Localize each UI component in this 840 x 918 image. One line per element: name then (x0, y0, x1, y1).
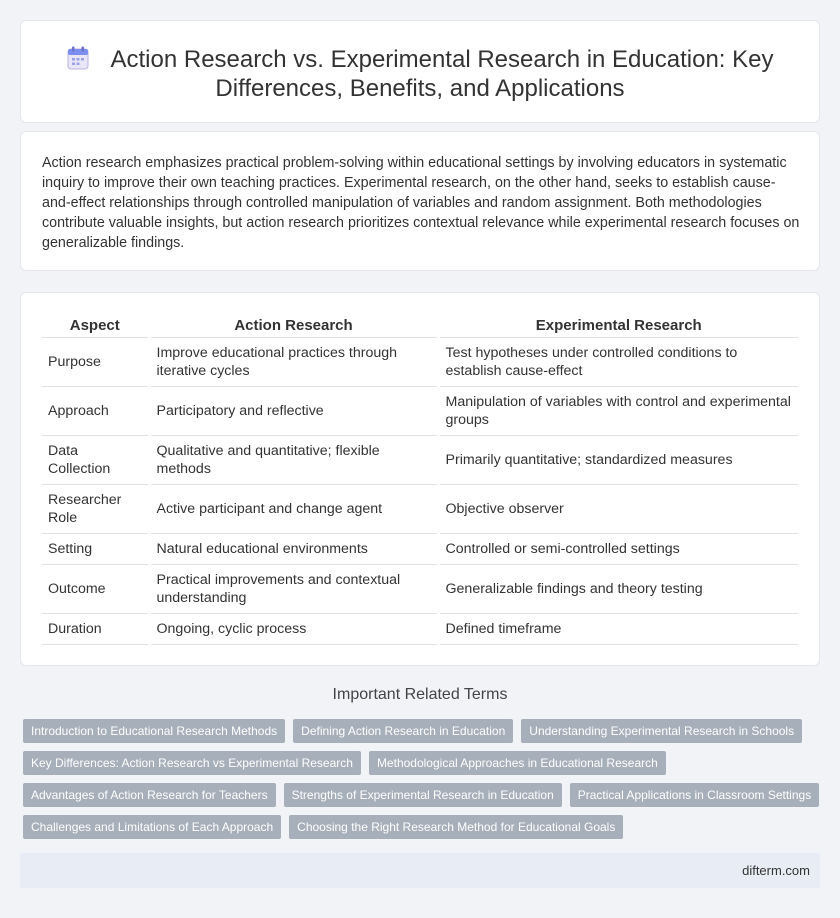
table-cell: Duration (42, 613, 149, 644)
table-cell: Controlled or semi-controlled settings (438, 533, 798, 564)
table-cell: Test hypotheses under controlled conditions to establish cause-effect (438, 337, 798, 386)
intro-paragraph: Action research emphasizes practical problem-solving within educational settings by involving educators in systematic inquiry to improve their own teaching practices. Experimental research, on the other hand, seeks to establish cause-and-effect relationships through controlled manipulation of variables and random assignment. Both methodologies contribute valuable insights, but action research prioritizes contextual relevance while experimental research focuses on generalizable findings. (42, 155, 800, 251)
table-cell: Researcher Role (42, 484, 149, 533)
table-cell: Setting (42, 533, 149, 564)
table-cell: Generalizable findings and theory testing (438, 564, 798, 613)
header-aspect: Aspect (42, 310, 149, 337)
table-row (42, 613, 798, 644)
page-title (21, 45, 819, 103)
table-row (42, 533, 798, 564)
page-title-text: Action Research vs. Experimental Research in Education: Key Differences, Benefits, and Applications (110, 46, 774, 102)
header-experimental-research: Experimental Research (438, 310, 798, 337)
related-terms-list (23, 719, 823, 839)
table-cell: Manipulation of variables with control and experimental groups (438, 386, 798, 435)
title-card (20, 20, 820, 123)
related-term-tag[interactable]: Practical Applications in Classroom Settings (570, 783, 819, 807)
document-icon (67, 46, 89, 70)
table-row (42, 337, 798, 386)
table-cell: Improve educational practices through iterative cycles (149, 337, 438, 386)
related-terms-title: Important Related Terms (332, 686, 508, 703)
table-cell: Practical improvements and contextual understanding (149, 564, 438, 613)
table-cell: Primarily quantitative; standardized measures (438, 435, 798, 484)
related-term-tag[interactable]: Defining Action Research in Education (293, 719, 513, 743)
table-cell: Outcome (42, 564, 149, 613)
footer-site-link[interactable]: difterm.com (742, 863, 810, 878)
table-cell: Ongoing, cyclic process (149, 613, 438, 644)
comparison-table-card (20, 292, 820, 666)
table-cell: Natural educational environments (149, 533, 438, 564)
table-row (42, 484, 798, 533)
intro-card (20, 131, 820, 271)
table-row (42, 386, 798, 435)
related-term-tag[interactable]: Choosing the Right Research Method for Educational Goals (289, 815, 623, 839)
table-row (42, 435, 798, 484)
table-cell: Active participant and change agent (149, 484, 438, 533)
related-term-tag[interactable]: Introduction to Educational Research Methods (23, 719, 285, 743)
table-header-row (42, 310, 798, 337)
table-cell: Purpose (42, 337, 149, 386)
table-cell: Defined timeframe (438, 613, 798, 644)
table-cell: Participatory and reflective (149, 386, 438, 435)
related-term-tag[interactable]: Challenges and Limitations of Each Approach (23, 815, 281, 839)
table-cell: Qualitative and quantitative; flexible methods (149, 435, 438, 484)
table-cell: Objective observer (438, 484, 798, 533)
related-term-tag[interactable]: Advantages of Action Research for Teachers (23, 783, 276, 807)
related-term-tag[interactable]: Methodological Approaches in Educational Research (369, 751, 666, 775)
table-cell: Data Collection (42, 435, 149, 484)
footer (20, 853, 820, 888)
related-term-tag[interactable]: Key Differences: Action Research vs Experimental Research (23, 751, 361, 775)
header-action-research: Action Research (149, 310, 438, 337)
related-term-tag[interactable]: Understanding Experimental Research in Schools (521, 719, 802, 743)
comparison-table (42, 310, 798, 645)
related-term-tag[interactable]: Strengths of Experimental Research in Education (284, 783, 562, 807)
table-row (42, 564, 798, 613)
table-cell: Approach (42, 386, 149, 435)
